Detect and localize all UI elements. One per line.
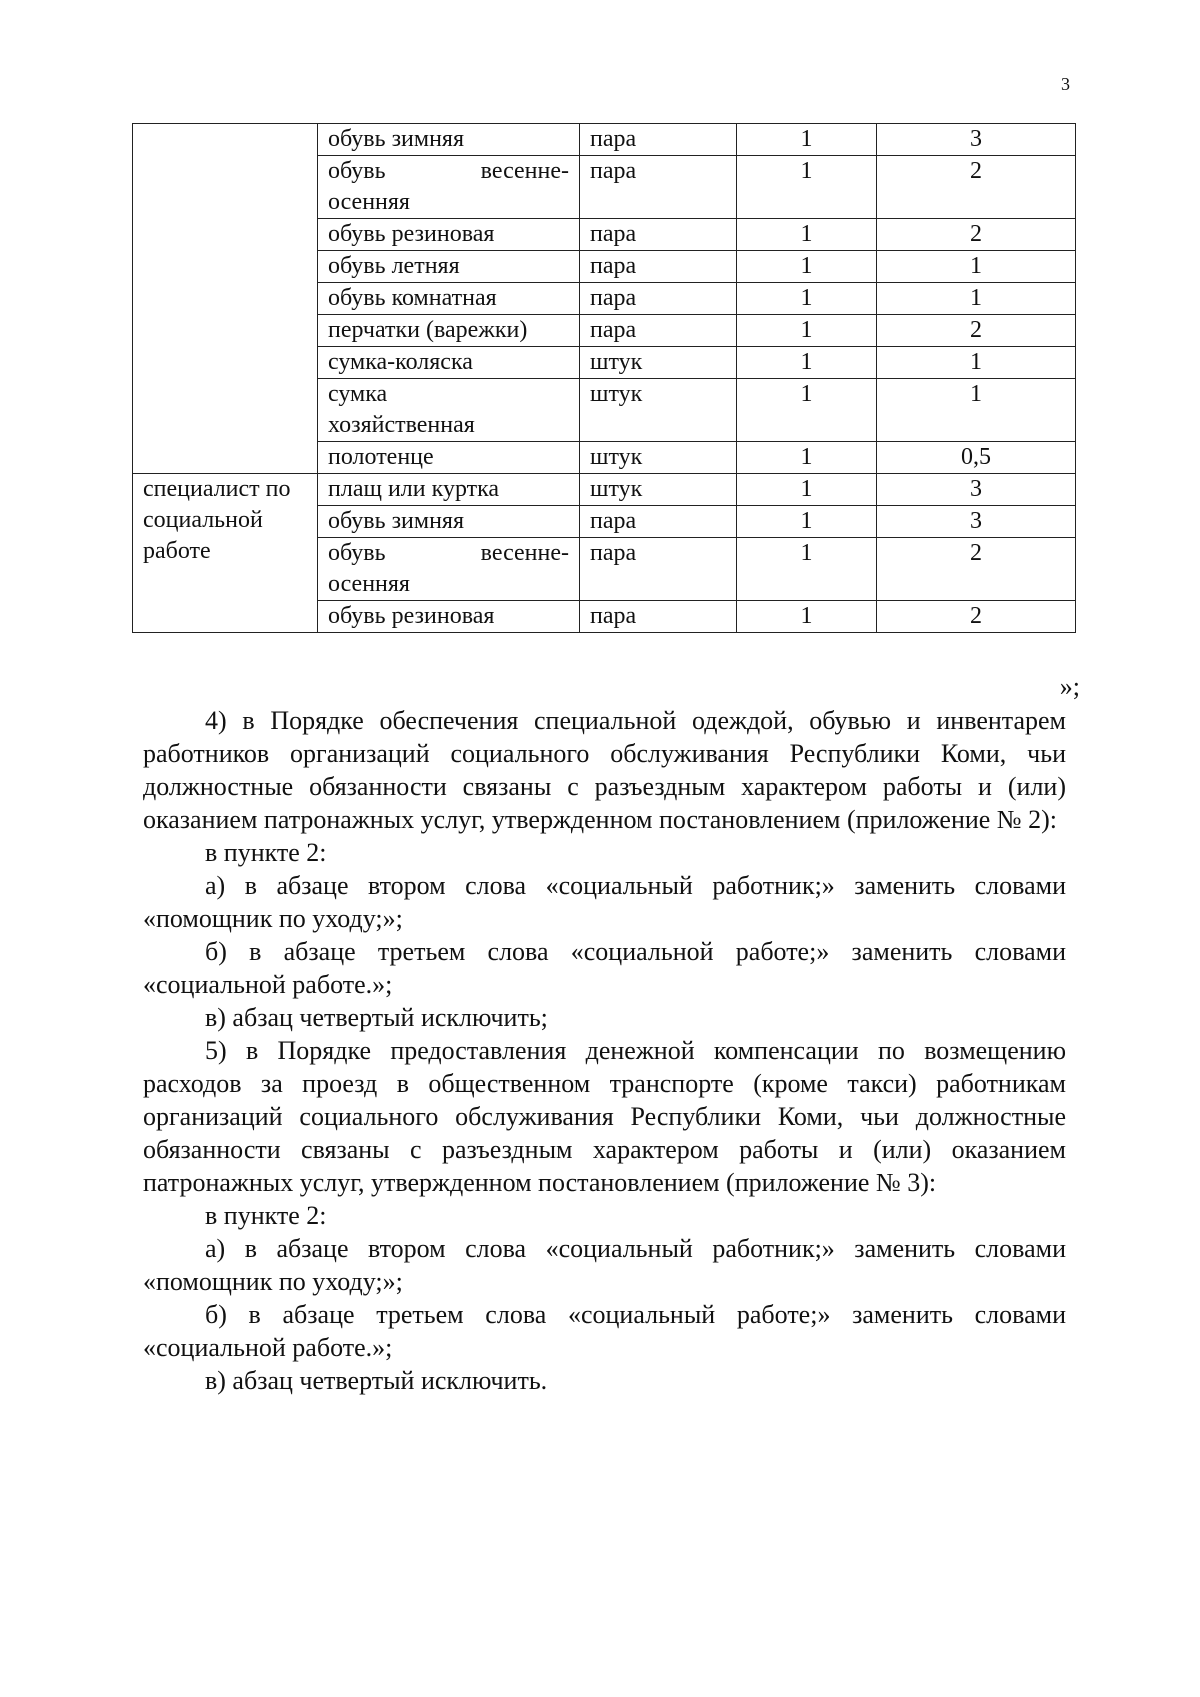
unit-cell: штук [580, 474, 737, 506]
qty-cell: 1 [737, 315, 877, 347]
paragraph: а) в абзаце втором слова «социальный работник;» заменить словами «помощник по уходу;»; [143, 871, 1066, 933]
term-cell: 0,5 [877, 442, 1076, 474]
term-cell: 2 [877, 219, 1076, 251]
table-row [133, 124, 1076, 156]
unit-cell: пара [580, 601, 737, 633]
unit-cell: штук [580, 379, 737, 442]
item-line: осенняя [328, 189, 410, 215]
amendments-text [143, 704, 1066, 1397]
unit-cell: пара [580, 251, 737, 283]
unit-cell: пара [580, 538, 737, 601]
item-line: осенняя [328, 571, 410, 597]
term-cell: 1 [877, 251, 1076, 283]
paragraph: в) абзац четвертый исключить; [205, 1003, 548, 1032]
qty-cell: 1 [737, 124, 877, 156]
paragraph: 5) в Порядке предоставления денежной компенсации по возмещению расходов за проезд в общественном транспорте (кроме такси) работникам организаций социального обслуживания Республики Коми, чьи должностные обязанности связаны с разъездным характером работы и (или) оказанием патронажных услуг, утвержденном постановлением (приложение № 3): [143, 1036, 1066, 1197]
closing-quote: »; [1059, 672, 1080, 701]
term-cell: 2 [877, 538, 1076, 601]
unit-cell: пара [580, 124, 737, 156]
qty-cell: 1 [737, 379, 877, 442]
paragraph: б) в абзаце третьем слова «социальной работе;» заменить словами «социальной работе.»; [143, 937, 1066, 999]
qty-cell: 1 [737, 506, 877, 538]
item-line: обувь весенне- [328, 158, 569, 184]
item-cell [318, 538, 580, 601]
qty-cell: 1 [737, 601, 877, 633]
item-cell [318, 379, 580, 442]
term-cell: 1 [877, 347, 1076, 379]
qty-cell: 1 [737, 538, 877, 601]
unit-cell: пара [580, 315, 737, 347]
clothing-norms-table [132, 123, 1076, 633]
item-cell: обувь летняя [318, 251, 580, 283]
item-cell [318, 156, 580, 219]
term-cell: 1 [877, 283, 1076, 315]
qty-cell: 1 [737, 251, 877, 283]
qty-cell: 1 [737, 156, 877, 219]
table-row [133, 474, 1076, 506]
term-cell: 3 [877, 124, 1076, 156]
qty-cell: 1 [737, 474, 877, 506]
unit-cell: штук [580, 347, 737, 379]
paragraph: а) в абзаце втором слова «социальный работник;» заменить словами «помощник по уходу;»; [143, 1234, 1066, 1296]
unit-cell: пара [580, 156, 737, 219]
paragraph: б) в абзаце третьем слова «социальный работе;» заменить словами «социальной работе.»; [143, 1300, 1066, 1362]
term-cell: 2 [877, 315, 1076, 347]
unit-cell: штук [580, 442, 737, 474]
term-cell: 2 [877, 601, 1076, 633]
term-cell: 1 [877, 379, 1076, 442]
item-cell: обувь зимняя [318, 506, 580, 538]
item-cell: сумка-коляска [318, 347, 580, 379]
item-line: обувь весенне- [328, 540, 569, 566]
item-cell: обувь резиновая [318, 601, 580, 633]
item-cell: плащ или куртка [318, 474, 580, 506]
term-cell: 3 [877, 474, 1076, 506]
qty-cell: 1 [737, 283, 877, 315]
item-cell: полотенце [318, 442, 580, 474]
position-cell: специалист по социальной работе [133, 474, 318, 633]
position-cell-empty [133, 124, 318, 474]
page-number: 3 [1061, 74, 1070, 94]
term-cell: 2 [877, 156, 1076, 219]
paragraph: 4) в Порядке обеспечения специальной одеждой, обувью и инвентарем работников организаций социального обслуживания Республики Коми, чьи должностные обязанности связаны с разъездным характером работы и (или) оказанием патронажных услуг, утвержденном постановлением (приложение № 2): [143, 706, 1066, 834]
paragraph: в пункте 2: [205, 1201, 327, 1230]
item-line: сумка [328, 381, 388, 407]
item-cell: обувь резиновая [318, 219, 580, 251]
qty-cell: 1 [737, 347, 877, 379]
qty-cell: 1 [737, 219, 877, 251]
item-cell: обувь комнатная [318, 283, 580, 315]
paragraph: в) абзац четвертый исключить. [205, 1366, 548, 1395]
item-line: хозяйственная [328, 412, 475, 438]
item-cell: перчатки (варежки) [318, 315, 580, 347]
term-cell: 3 [877, 506, 1076, 538]
item-cell: обувь зимняя [318, 124, 580, 156]
unit-cell: пара [580, 219, 737, 251]
paragraph: в пункте 2: [205, 838, 327, 867]
unit-cell: пара [580, 506, 737, 538]
qty-cell: 1 [737, 442, 877, 474]
unit-cell: пара [580, 283, 737, 315]
